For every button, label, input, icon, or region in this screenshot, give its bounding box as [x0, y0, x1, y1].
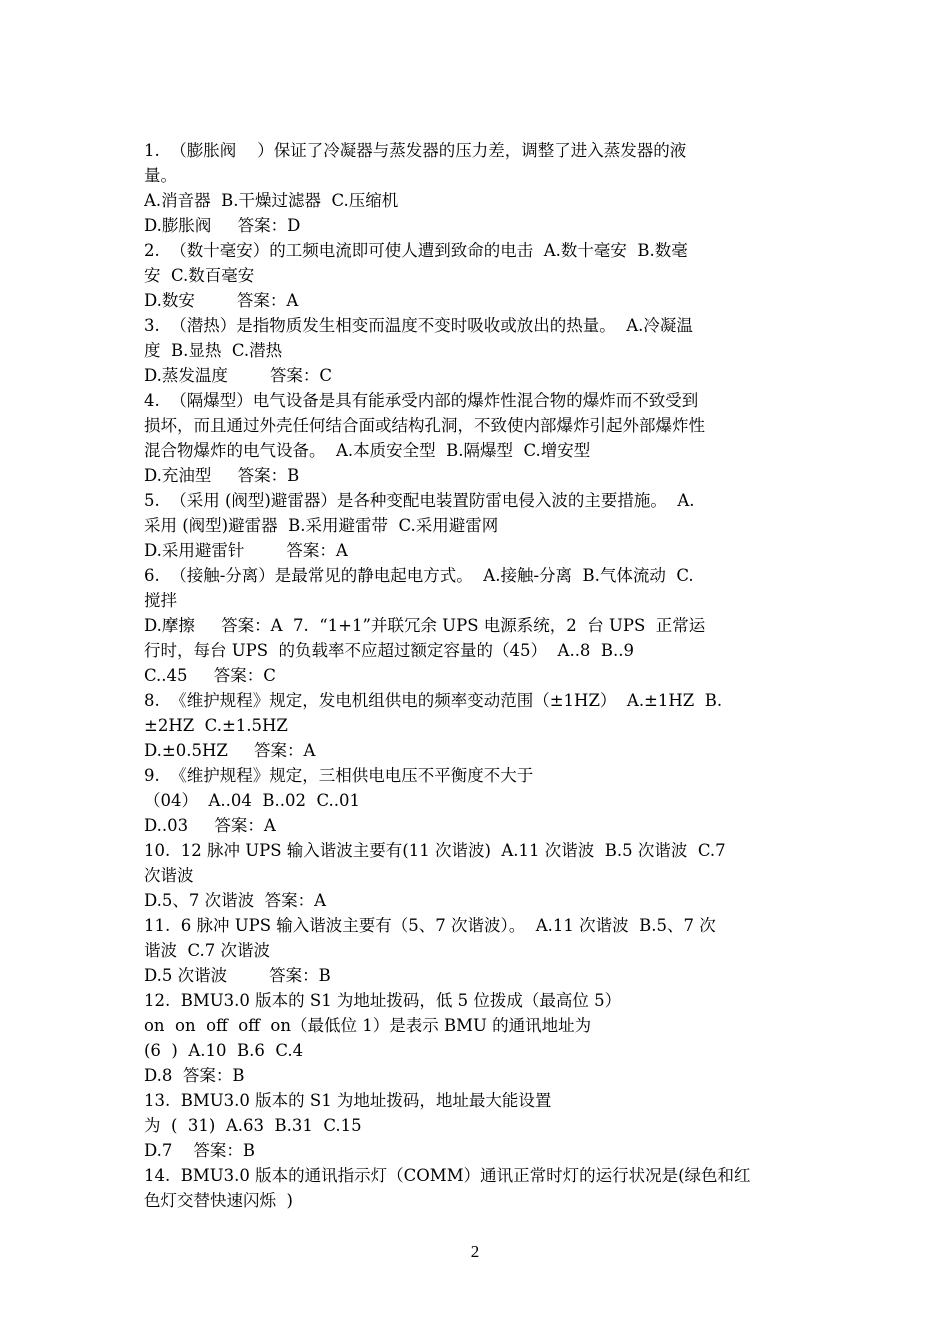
text-line: 6. （接触-分离）是最常见的静电起电方式。 A.接触-分离 B.气体流动 C. — [144, 566, 694, 585]
text-line: 5. （采用 (阀型)避雷器）是各种变配电装置防雷电侵入波的主要措施。 A. — [144, 491, 695, 510]
text-line: 行时，每台 UPS 的负载率不应超过额定容量的（45） A..8 B..9 — [144, 641, 635, 660]
text-line: 量。 — [144, 166, 177, 185]
text-line: (6 ) A.10 B.6 C.4 — [144, 1041, 304, 1060]
text-line: 3. （潜热）是指物质发生相变而温度不变时吸收或放出的热量。 A.冷凝温 — [144, 316, 693, 335]
text-line: 度 B.显热 C.潜热 — [144, 341, 283, 360]
text-line: D.充油型 答案：B — [144, 466, 300, 485]
text-line: 12. BMU3.0 版本的 S1 为地址拨码，低 5 位拨成（最高位 5） — [144, 991, 622, 1010]
text-line: D.数安 答案：A — [144, 291, 299, 310]
text-line: 13. BMU3.0 版本的 S1 为地址拨码，地址最大能设置 — [144, 1091, 552, 1110]
text-line: A.消音器 B.干燥过滤器 C.压缩机 — [144, 191, 399, 210]
text-line: 损坏，而且通过外壳任何结合面或结构孔洞，不致使内部爆炸引起外部爆炸性 — [144, 416, 705, 435]
text-line: D.7 答案：B — [144, 1141, 255, 1160]
text-line: 8. 《维护规程》规定，发电机组供电的频率变动范围（±1HZ） A.±1HZ B. — [144, 691, 723, 710]
text-line: D.5 次谐波 答案：B — [144, 966, 331, 985]
text-line: 2. （数十毫安）的工频电流即可使人遭到致命的电击 A.数十毫安 B.数毫 — [144, 241, 688, 260]
text-line: ±2HZ C.±1.5HZ — [144, 716, 288, 735]
text-line: D.5、7 次谐波 答案：A — [144, 891, 327, 910]
text-line: 色灯交替快速闪烁 ) — [144, 1191, 293, 1210]
text-line: 9. 《维护规程》规定，三相供电电压不平衡度不大于 — [144, 766, 534, 785]
text-line: 14. BMU3.0 版本的通讯指示灯（COMM）通讯正常时灯的运行状况是(绿色和红 — [144, 1166, 751, 1185]
text-line: 谐波 C.7 次谐波 — [144, 941, 271, 960]
text-line: D.蒸发温度 答案：C — [144, 366, 332, 385]
text-line: on on off off on（最低位 1）是表示 BMU 的通讯地址为 — [144, 1016, 592, 1035]
text-line: D..03 答案：A — [144, 816, 276, 835]
text-line: D.±0.5HZ 答案：A — [144, 741, 316, 760]
text-line: D.8 答案：B — [144, 1066, 245, 1085]
text-line: 为 ( 31) A.63 B.31 C.15 — [144, 1116, 362, 1135]
text-line: 采用 (阀型)避雷器 B.采用避雷带 C.采用避雷网 — [144, 516, 499, 535]
text-line: D.采用避雷针 答案：A — [144, 541, 348, 560]
page-number: 2 — [470, 1242, 480, 1261]
text-line: 4. （隔爆型）电气设备是具有能承受内部的爆炸性混合物的爆炸而不致受到 — [144, 391, 699, 410]
text-line: D.摩擦 答案：A 7. “1+1”并联冗余 UPS 电源系统，2 台 UPS 正常运 — [144, 616, 706, 635]
text-line: 次谐波 — [144, 866, 194, 885]
text-line: 11. 6 脉冲 UPS 输入谐波主要有（5、7 次谐波）。 A.11 次谐波 B.5、7 次 — [144, 916, 716, 935]
text-line: 10. 12 脉冲 UPS 输入谐波主要有(11 次谐波) A.11 次谐波 B.5 次谐波 C.7 — [144, 841, 726, 860]
text-line: 安 C.数百毫安 — [144, 266, 255, 285]
text-line: 搅拌 — [144, 591, 177, 610]
text-line: 1. （膨胀阀 ）保证了冷凝器与蒸发器的压力差，调整了进入蒸发器的液 — [144, 141, 687, 160]
text-line: 混合物爆炸的电气设备。 A.本质安全型 B.隔爆型 C.增安型 — [144, 441, 591, 460]
text-line: C..45 答案：C — [144, 666, 276, 685]
text-line: （04） A..04 B..02 C..01 — [144, 791, 360, 810]
document-body — [144, 138, 819, 1213]
text-line: D.膨胀阀 答案：D — [144, 216, 301, 235]
